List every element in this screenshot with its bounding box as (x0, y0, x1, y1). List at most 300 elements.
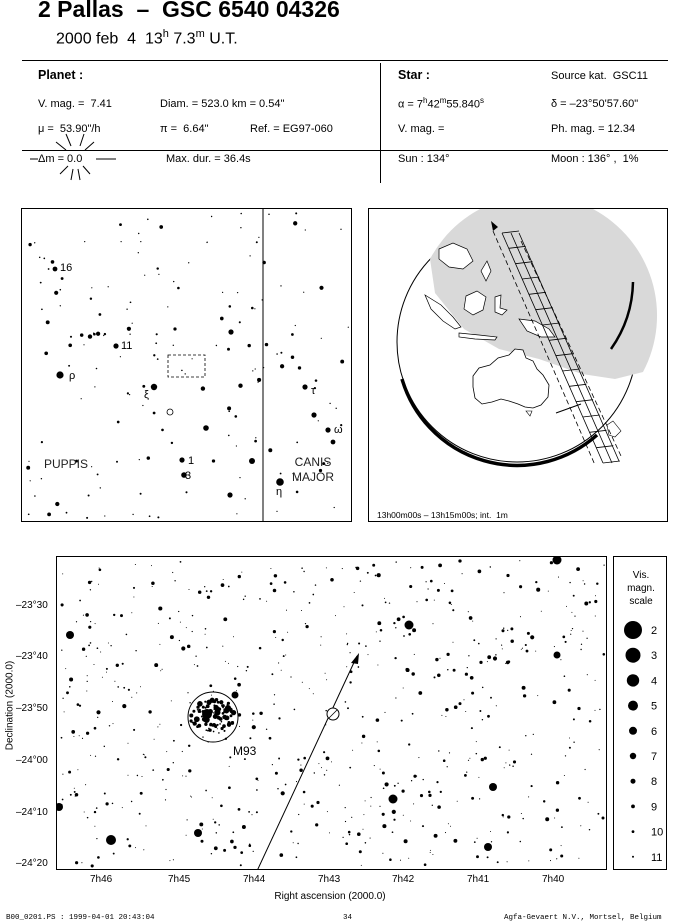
cluster-star (197, 709, 199, 711)
field-star (157, 358, 159, 360)
field-star (449, 752, 450, 753)
field-star (223, 617, 227, 621)
field-star (479, 661, 482, 664)
field-star (430, 850, 431, 851)
field-star (100, 651, 101, 652)
field-star (87, 817, 89, 819)
field-star (349, 652, 350, 653)
field-star (131, 612, 132, 613)
field-star (397, 617, 401, 621)
cluster-star (231, 710, 236, 715)
field-star (389, 602, 390, 603)
field-star (402, 616, 405, 619)
bright-star (203, 425, 209, 431)
field-star (216, 345, 217, 346)
field-star (597, 813, 599, 815)
field-star (146, 825, 147, 826)
field-star (138, 252, 139, 253)
magnitude-dot (626, 648, 641, 663)
field-star (60, 289, 62, 291)
field-star (185, 776, 186, 777)
field-star (321, 636, 322, 637)
field-star (335, 408, 336, 409)
field-star (403, 635, 405, 637)
field-star (278, 662, 279, 663)
field-star (119, 223, 122, 226)
field-star (76, 621, 77, 622)
field-star (507, 815, 510, 818)
field-star (365, 800, 366, 801)
field-star (577, 707, 580, 710)
field-star (297, 758, 299, 760)
field-star (309, 688, 310, 689)
star-photo-mag: Ph. mag. = 12.34 (551, 123, 636, 135)
field-star (556, 809, 559, 812)
field-star (254, 308, 255, 309)
field-star (302, 682, 303, 683)
field-star (181, 646, 185, 650)
field-star (214, 821, 216, 823)
field-star (268, 214, 270, 216)
field-star (44, 351, 48, 355)
field-star (86, 517, 88, 519)
field-star (350, 670, 353, 673)
field-star (143, 754, 144, 755)
field-star (177, 287, 180, 290)
field-star (378, 750, 381, 753)
field-star (503, 628, 504, 629)
field-star (479, 798, 480, 799)
field-star (147, 219, 149, 221)
field-star (295, 325, 296, 326)
field-star (96, 838, 97, 839)
field-star (243, 599, 244, 600)
planet-diameter: Diam. = 523.0 km = 0.54" (160, 98, 285, 110)
field-star (484, 757, 487, 760)
planet-parallax: π = 6.64" (160, 123, 209, 135)
field-star (315, 584, 316, 585)
field-star (85, 613, 89, 617)
field-star (152, 586, 153, 587)
field-star (376, 631, 377, 632)
field-star (490, 566, 491, 567)
field-star (237, 666, 238, 667)
field-star (342, 837, 343, 838)
field-star (158, 623, 159, 624)
cluster-star (218, 707, 220, 709)
field-star (354, 592, 355, 593)
field-star (227, 348, 230, 351)
field-star (135, 650, 136, 651)
field-star (296, 856, 298, 858)
field-star (437, 589, 440, 592)
footer-file-stamp: B00_0201.PS : 1999-04-01 20:43:04 (6, 914, 155, 922)
field-star (229, 305, 232, 308)
field-star (159, 225, 163, 229)
field-star (155, 342, 157, 344)
field-star (206, 647, 208, 649)
field-star (26, 466, 30, 470)
field-star (201, 386, 205, 390)
field-star (127, 838, 129, 840)
field-star (345, 821, 346, 822)
field-star (88, 626, 91, 629)
field-star (189, 702, 190, 703)
magnitude-dot (631, 779, 636, 784)
field-star (432, 854, 433, 855)
bright-star (179, 457, 184, 462)
field-star (346, 666, 347, 667)
cluster-star (230, 714, 233, 717)
field-star (340, 360, 344, 364)
field-star (262, 261, 266, 265)
field-star (443, 759, 446, 762)
bright-star (53, 267, 58, 272)
field-star (28, 461, 29, 462)
field-star (525, 735, 526, 736)
magnitude-dots (614, 557, 667, 870)
field-star (326, 679, 327, 680)
field-star (238, 384, 242, 388)
field-star (301, 610, 302, 611)
field-star (522, 648, 523, 649)
field-star (220, 317, 224, 321)
field-star (251, 307, 254, 310)
bright-star (202, 709, 212, 719)
field-star (249, 737, 251, 739)
field-star (69, 677, 73, 681)
field-star (97, 717, 98, 718)
field-star (255, 777, 258, 780)
field-star (301, 567, 303, 569)
field-star (510, 627, 513, 630)
field-star (467, 667, 468, 668)
field-star (408, 743, 410, 745)
field-star (133, 729, 135, 731)
bright-star (553, 557, 562, 565)
cluster-star (224, 715, 226, 717)
field-star (127, 743, 128, 744)
field-star (437, 805, 441, 809)
field-star (270, 568, 271, 569)
field-star (487, 715, 490, 718)
magnitude-dot (631, 805, 635, 809)
field-star (276, 353, 278, 355)
field-star (436, 781, 438, 783)
dec-tick-label: –23°50 (16, 703, 48, 714)
field-star (550, 860, 551, 861)
magnitude-value: 3 (651, 650, 658, 663)
field-star (330, 578, 334, 582)
field-star (256, 811, 258, 813)
field-star (446, 653, 449, 656)
table-divider (380, 63, 381, 183)
field-star (403, 815, 404, 816)
field-star (143, 849, 144, 850)
field-star (519, 585, 522, 588)
field-star (392, 810, 396, 814)
field-star (469, 616, 473, 620)
field-star (206, 590, 208, 592)
field-star (187, 692, 188, 693)
field-star (123, 687, 125, 689)
field-star (384, 598, 385, 599)
field-star (254, 440, 257, 443)
field-star (117, 758, 119, 760)
field-star (572, 628, 573, 629)
field-star (269, 737, 272, 740)
cluster-star (209, 723, 212, 726)
field-star (327, 811, 328, 812)
field-star (77, 703, 80, 706)
detail-star-field (57, 557, 607, 870)
field-star (326, 757, 330, 761)
field-star (384, 712, 385, 713)
field-star (584, 602, 588, 606)
field-star (566, 606, 567, 607)
field-star (104, 793, 106, 795)
field-star (314, 772, 315, 773)
field-star (275, 637, 276, 638)
field-star (296, 442, 298, 444)
field-star (270, 582, 273, 585)
field-star (414, 654, 415, 655)
m93-label: M93 (233, 744, 257, 758)
field-star (581, 644, 582, 645)
field-star (596, 582, 598, 584)
magnitude-dot (630, 753, 636, 759)
bright-star (194, 829, 202, 837)
cluster-star (203, 719, 205, 721)
star-label-11: 11 (121, 340, 133, 352)
field-star (211, 853, 212, 854)
field-star (393, 819, 395, 821)
field-star (491, 841, 492, 842)
field-star (349, 834, 350, 835)
field-star (144, 756, 146, 758)
field-star (273, 630, 276, 633)
field-star (400, 860, 401, 861)
field-star (291, 333, 294, 336)
field-star (90, 297, 92, 299)
field-star (495, 638, 496, 639)
field-star (356, 567, 359, 570)
field-star (95, 756, 96, 757)
field-star (221, 583, 225, 587)
field-star (380, 629, 383, 632)
field-star (117, 686, 119, 688)
field-star (94, 386, 95, 387)
field-star (158, 606, 162, 610)
field-star (421, 566, 424, 569)
field-star (284, 581, 287, 584)
field-star (103, 335, 104, 336)
bright-star (113, 343, 118, 348)
field-star (393, 622, 395, 624)
field-star (303, 571, 304, 572)
planet-heading: Planet : (38, 68, 84, 82)
field-star (296, 781, 297, 782)
field-star (127, 775, 128, 776)
field-star (248, 811, 250, 813)
field-star (536, 588, 540, 592)
star-label-tau: τ (311, 385, 316, 397)
field-star (129, 394, 130, 395)
field-star (51, 260, 55, 264)
field-star (521, 649, 522, 650)
field-star (75, 796, 76, 797)
field-star (96, 332, 100, 336)
field-star (430, 580, 433, 583)
field-star (432, 623, 433, 624)
field-star (409, 585, 412, 588)
field-star (345, 701, 347, 703)
field-star (565, 641, 567, 643)
star-vmag: V. mag. = (398, 123, 445, 135)
field-star (169, 617, 171, 619)
field-star (79, 600, 81, 602)
field-star (237, 292, 238, 293)
field-star (509, 750, 510, 751)
bright-star (56, 371, 63, 378)
field-star (71, 730, 75, 734)
field-star (173, 345, 174, 346)
field-star (578, 797, 581, 800)
field-star (403, 688, 404, 689)
field-star (315, 823, 318, 826)
field-star (352, 750, 353, 751)
field-star (109, 725, 110, 726)
field-star (255, 437, 256, 438)
ra-tick-label: 7h42 (392, 874, 415, 885)
field-star (459, 702, 462, 705)
field-star (502, 814, 504, 816)
finder-chart (21, 208, 352, 522)
field-star (205, 628, 207, 630)
field-star (448, 823, 449, 824)
field-star (108, 643, 109, 644)
field-star (74, 791, 76, 793)
field-star (244, 758, 246, 760)
field-star (122, 807, 123, 808)
magnitude-dot (629, 727, 637, 735)
field-star (113, 614, 115, 616)
field-star (471, 727, 473, 729)
magnitude-value: 7 (651, 751, 658, 763)
ra-tick-label: 7h40 (542, 874, 565, 885)
field-star (239, 726, 240, 727)
field-star (530, 635, 534, 639)
bright-star (325, 427, 330, 432)
field-star (595, 615, 596, 616)
field-star (580, 825, 581, 826)
field-star (216, 832, 217, 833)
field-star (75, 861, 78, 864)
field-star (151, 582, 155, 586)
field-star (562, 636, 565, 639)
field-star (293, 591, 295, 593)
field-star (358, 666, 360, 668)
field-star (93, 664, 94, 665)
field-star (487, 661, 488, 662)
bright-star (489, 783, 497, 791)
magnitude-scale (613, 556, 667, 870)
magnitude-value: 6 (651, 725, 658, 738)
field-star (556, 781, 559, 784)
field-star (60, 305, 61, 306)
field-star (274, 694, 275, 695)
field-star (188, 589, 189, 590)
cluster-star (192, 710, 195, 713)
asteroid-track (257, 656, 357, 870)
field-star (128, 689, 130, 691)
field-star (91, 581, 92, 582)
field-star (236, 445, 237, 446)
field-star (69, 686, 71, 688)
star-label-1: 1 (188, 455, 195, 467)
field-star (525, 644, 527, 646)
field-star (361, 865, 362, 866)
bright-star (228, 329, 233, 334)
field-star (503, 816, 504, 817)
field-star (79, 735, 80, 736)
field-star (520, 841, 522, 843)
field-star (160, 670, 161, 671)
field-star (427, 588, 428, 589)
field-star (180, 622, 181, 623)
field-star (192, 358, 193, 359)
field-star (309, 602, 311, 604)
bright-star (311, 412, 316, 417)
field-star (318, 420, 319, 421)
cluster-star (224, 708, 229, 713)
field-star (487, 655, 491, 659)
field-star (62, 698, 63, 699)
field-star (66, 512, 68, 514)
field-star (194, 664, 195, 665)
field-star (202, 829, 203, 830)
bright-star (405, 621, 414, 630)
field-star (457, 801, 458, 802)
field-star (362, 716, 364, 718)
field-star (603, 564, 604, 565)
field-star (385, 602, 387, 604)
field-star (279, 853, 283, 857)
field-star (79, 705, 81, 707)
field-star (222, 646, 223, 647)
field-star (499, 746, 501, 748)
field-star (182, 751, 183, 752)
field-star (363, 814, 364, 815)
field-star (153, 412, 156, 415)
field-star (478, 777, 479, 778)
cluster-star (219, 700, 223, 704)
field-star (225, 661, 226, 662)
field-star (509, 764, 510, 765)
field-star (445, 708, 448, 711)
field-star (565, 755, 566, 756)
field-star (88, 581, 91, 584)
field-star (506, 661, 510, 665)
field-star (474, 841, 476, 843)
field-star (252, 720, 253, 721)
field-star (86, 690, 87, 691)
field-star (286, 610, 287, 611)
field-star (434, 600, 435, 601)
field-star (278, 758, 280, 760)
field-star (602, 817, 605, 820)
field-star (217, 728, 218, 729)
